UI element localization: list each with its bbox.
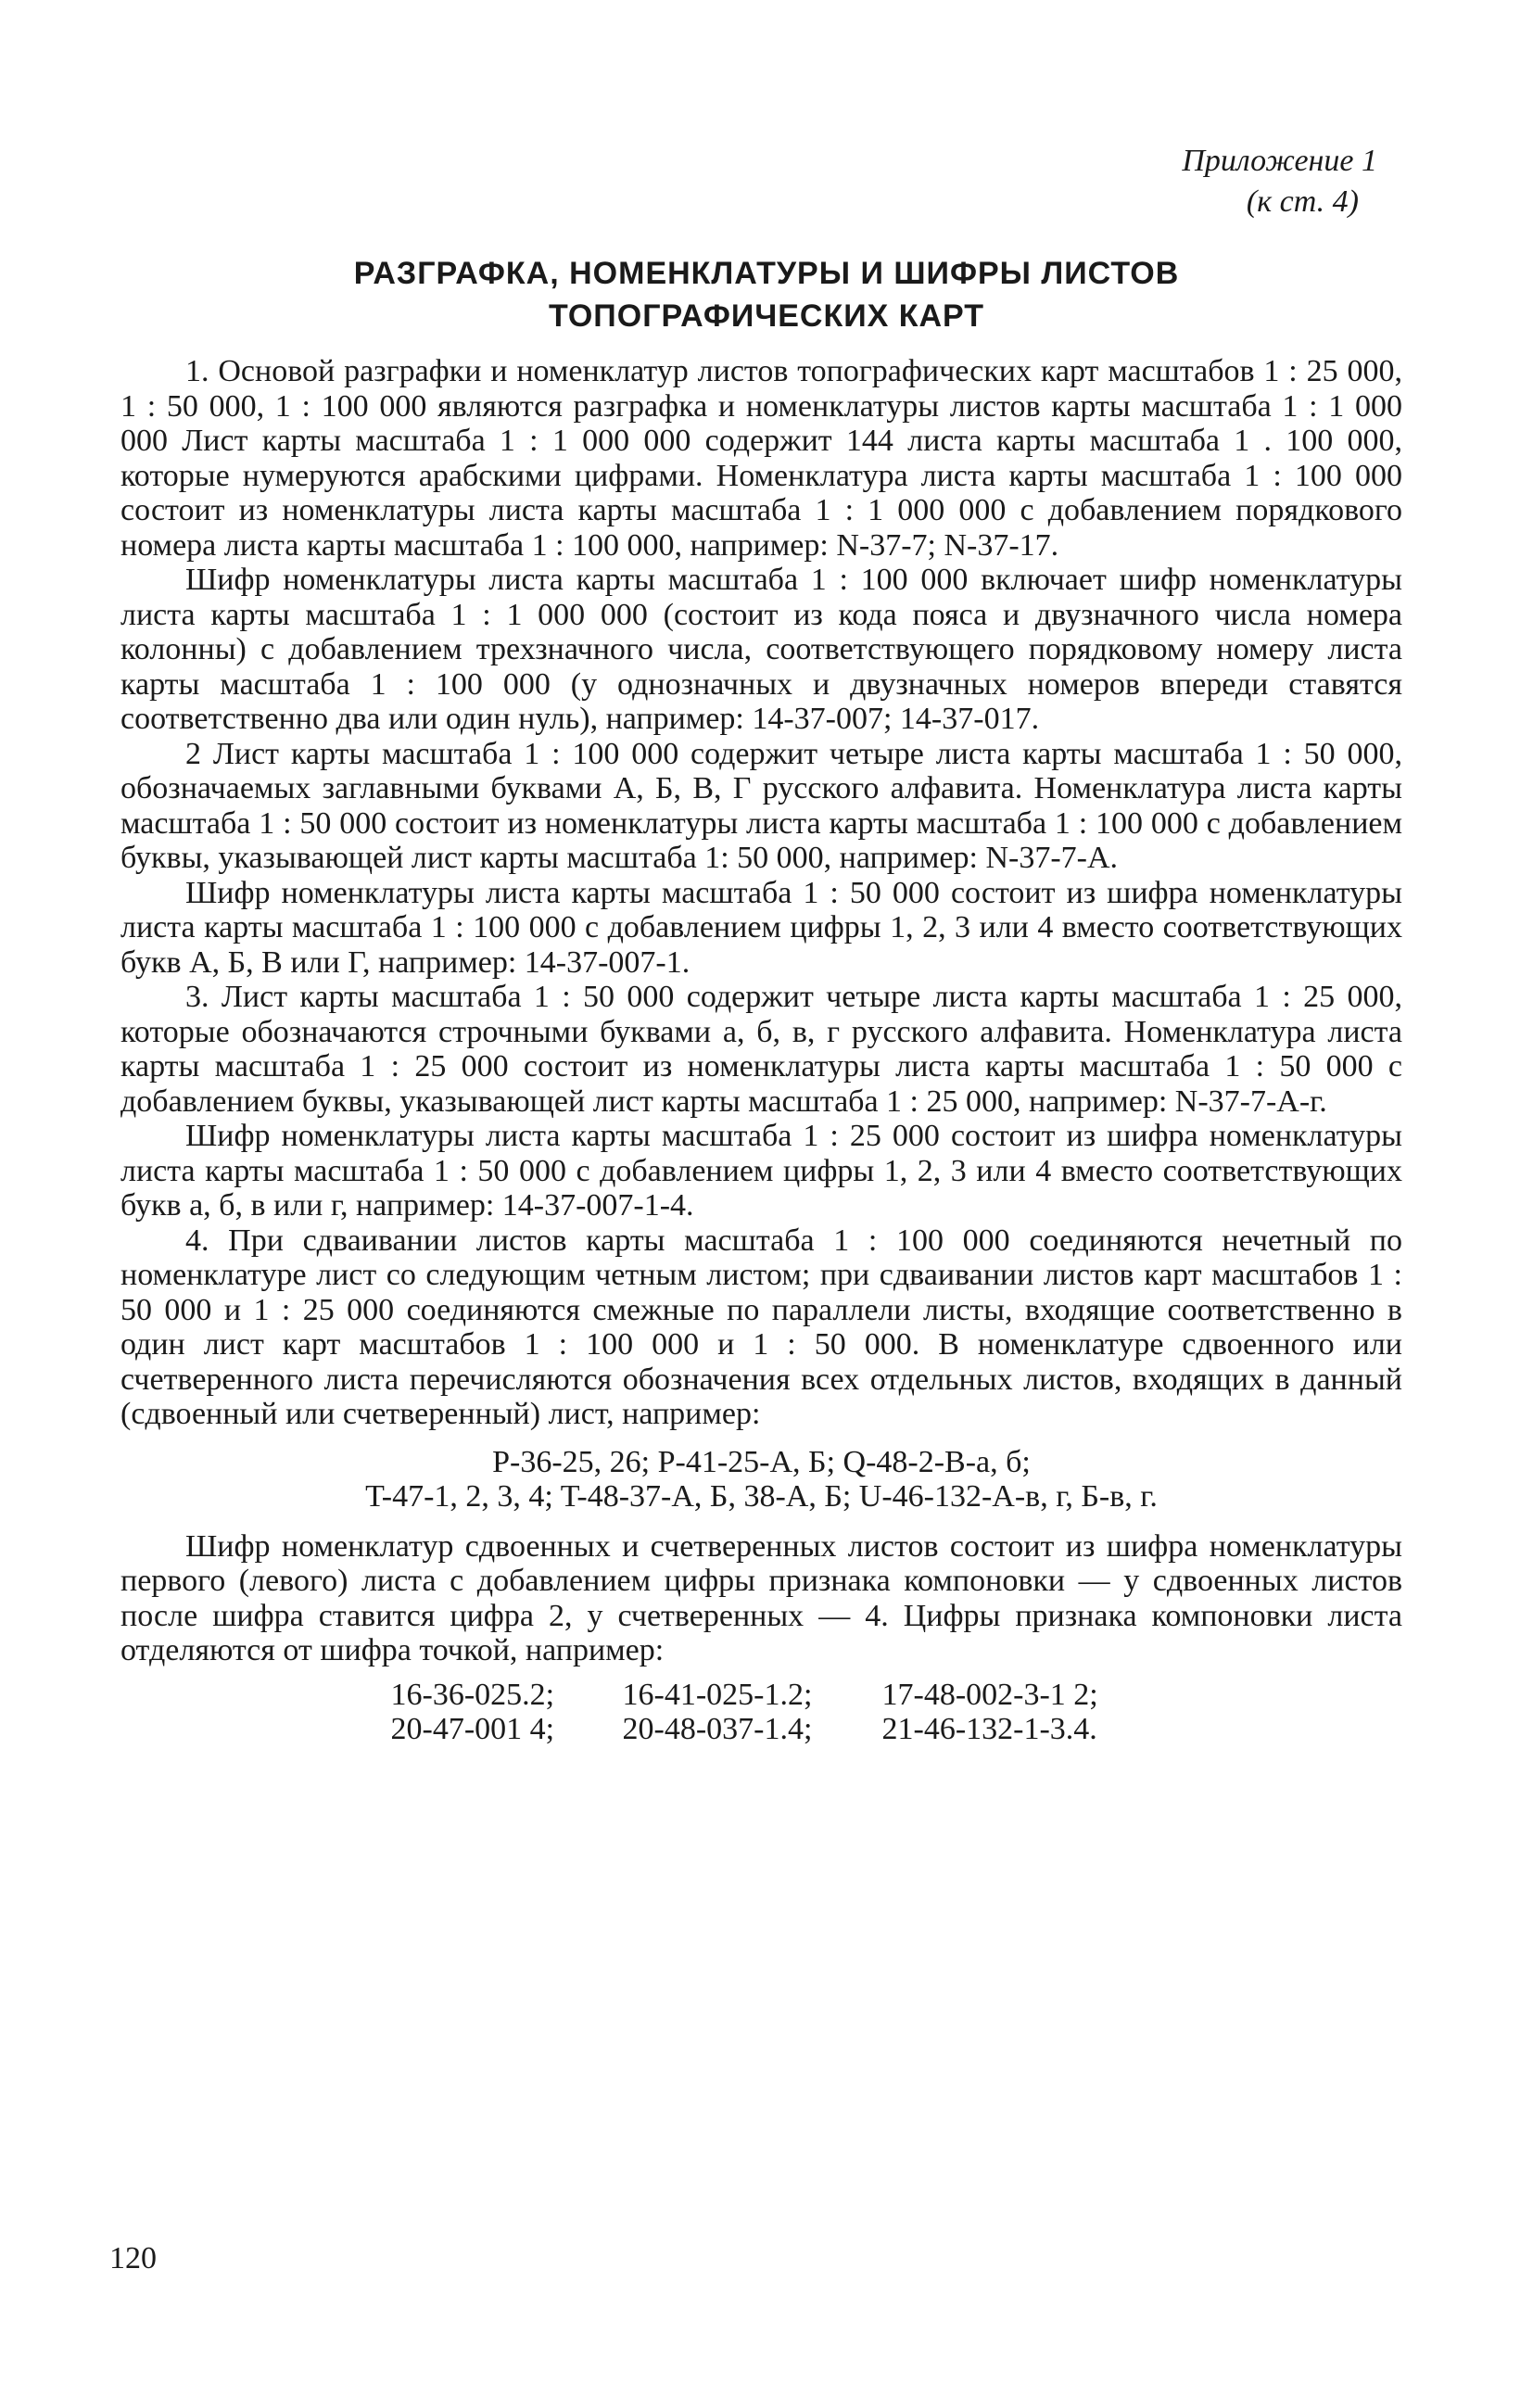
appendix-line-1: Приложение 1	[1182, 144, 1377, 178]
appendix-line-2: (к ст. 4)	[1246, 184, 1359, 219]
body-text	[120, 354, 1402, 1747]
paragraph-4: Шифр номенклатуры листа карты масштаба 1 : 50 000 состоит из шифра номенклатуры листа карты масштаба 1 : 100 000 с добавлением цифры 1, 2, 3 или 4 вместо соответствующих букв А, Б, В или Г, например: 14-37-007-1.	[120, 875, 1402, 980]
code-example: 16-36-025.2;	[390, 1677, 555, 1712]
code-example: 16-41-025-1.2;	[622, 1677, 813, 1712]
paragraph-3: 2 Лист карты масштаба 1 : 100 000 содержит четыре листа карты масштаба 1 : 50 000, обозначаемых заглавными буквами А, Б, В, Г русского алфавита. Номенклатура листа карты масштаба 1 : 50 000 состоит из номенклатуры листа карты масштаба 1 : 100 000 с добавлением буквы, указывающей лист карты масштаба 1: 50 000, например: N-37-7-А.	[120, 736, 1402, 875]
paragraph-2: Шифр номенклатуры листа карты масштаба 1 : 100 000 включает шифр номенклатуры листа карты масштаба 1 : 1 000 000 (состоит из кода пояса и двузначного числа номера колонны) с добавлением трехзначного числа, соответствующего порядковому номеру листа карты масштаба 1 : 100 000 (у однозначных и двузначных номеров впереди ставятся соответственно два или один нуль), например: 14-37-007; 14-37-017.	[120, 563, 1402, 736]
code-example: 21-46-132-1-3.4.	[881, 1712, 1097, 1746]
title-line-1: РАЗГРАФКА, НОМЕНКЛАТУРЫ И ШИФРЫ ЛИСТОВ	[353, 256, 1180, 291]
code-example: 20-48-037-1.4;	[622, 1712, 813, 1746]
nomenclature-examples	[120, 1445, 1402, 1515]
title-line-2: ТОПОГРАФИЧЕСКИХ КАРТ	[548, 298, 985, 334]
paragraph-5: 3. Лист карты масштаба 1 : 50 000 содержит четыре листа карты масштаба 1 : 25 000, которые обозначаются строчными буквами а, б, в, г русского алфавита. Номенклатура листа карты масштаба 1 : 25 000 состоит из номенклатуры листа карты масштаба 1 : 50 000 с добавлением буквы, указывающей лист карты масштаба 1 : 25 000, например: N-37-7-А-г.	[120, 980, 1402, 1119]
code-examples	[120, 1678, 1402, 1747]
paragraph-8: Шифр номенклатур сдвоенных и счетверенных листов состоит из шифра номенклатуры первого (левого) листа с добавлением цифры признака компоновки — у сдвоенных листов после шифра ставится цифра 2, у счетверенных — 4. Цифры признака компоновки листа отделяются от шифра точкой, например:	[120, 1528, 1402, 1667]
paragraph-1: 1. Основой разграфки и номенклатур листов топографических карт масштабов 1 : 25 000, 1 : 50 000, 1 : 100 000 являются разграфка и номенклатуры листов карты масштаба 1 : 1 000 000 Лист карты масштаба 1 : 1 000 000 содержит 144 листа карты масштаба 1 . 100 000, которые нумеруются арабскими цифрами. Номенклатура листа карты масштаба 1 : 100 000 состоит из номенклатуры листа карты масштаба 1 : 1 000 000 с добавлением порядкового номера листа карты масштаба 1 : 100 000, например: N-37-7; N-37-17.	[120, 354, 1402, 563]
paragraph-7: 4. При сдваивании листов карты масштаба 1 : 100 000 соединяются нечетный по номенклатуре лист со следующим четным листом; при сдваивании листов карт масштабов 1 : 50 000 и 1 : 25 000 соединяются смежные по параллели листы, входящие соответственно в один лист карт масштабов 1 : 100 000 и 1 : 50 000. В номенклатуре сдвоенного или счетверенного листа перечисляются обозначения всех отдельных листов, входящих в данный (сдвоенный или счетверенный) лист, например:	[120, 1223, 1402, 1431]
appendix-label	[1136, 141, 1377, 222]
paragraph-6: Шифр номенклатуры листа карты масштаба 1 : 25 000 состоит из шифра номенклатуры листа карты масштаба 1 : 50 000 с добавлением цифры 1, 2, 3 или 4 вместо соответствующих букв а, б, в или г, например: 14-37-007-1-4.	[120, 1119, 1402, 1223]
code-example: 17-48-002-3-1 2;	[881, 1677, 1098, 1712]
page-title	[120, 252, 1413, 337]
page-number: 120	[109, 2241, 157, 2275]
nomenclature-example-line-1: P-36-25, 26; P-41-25-А, Б; Q-48-2-В-а, б;	[492, 1444, 1031, 1479]
nomenclature-example-line-2: T-47-1, 2, 3, 4; T-48-37-А, Б, 38-А, Б; U-46-132-А-в, г, Б-в, г.	[365, 1479, 1158, 1514]
code-example: 20-47-001 4;	[390, 1712, 555, 1746]
